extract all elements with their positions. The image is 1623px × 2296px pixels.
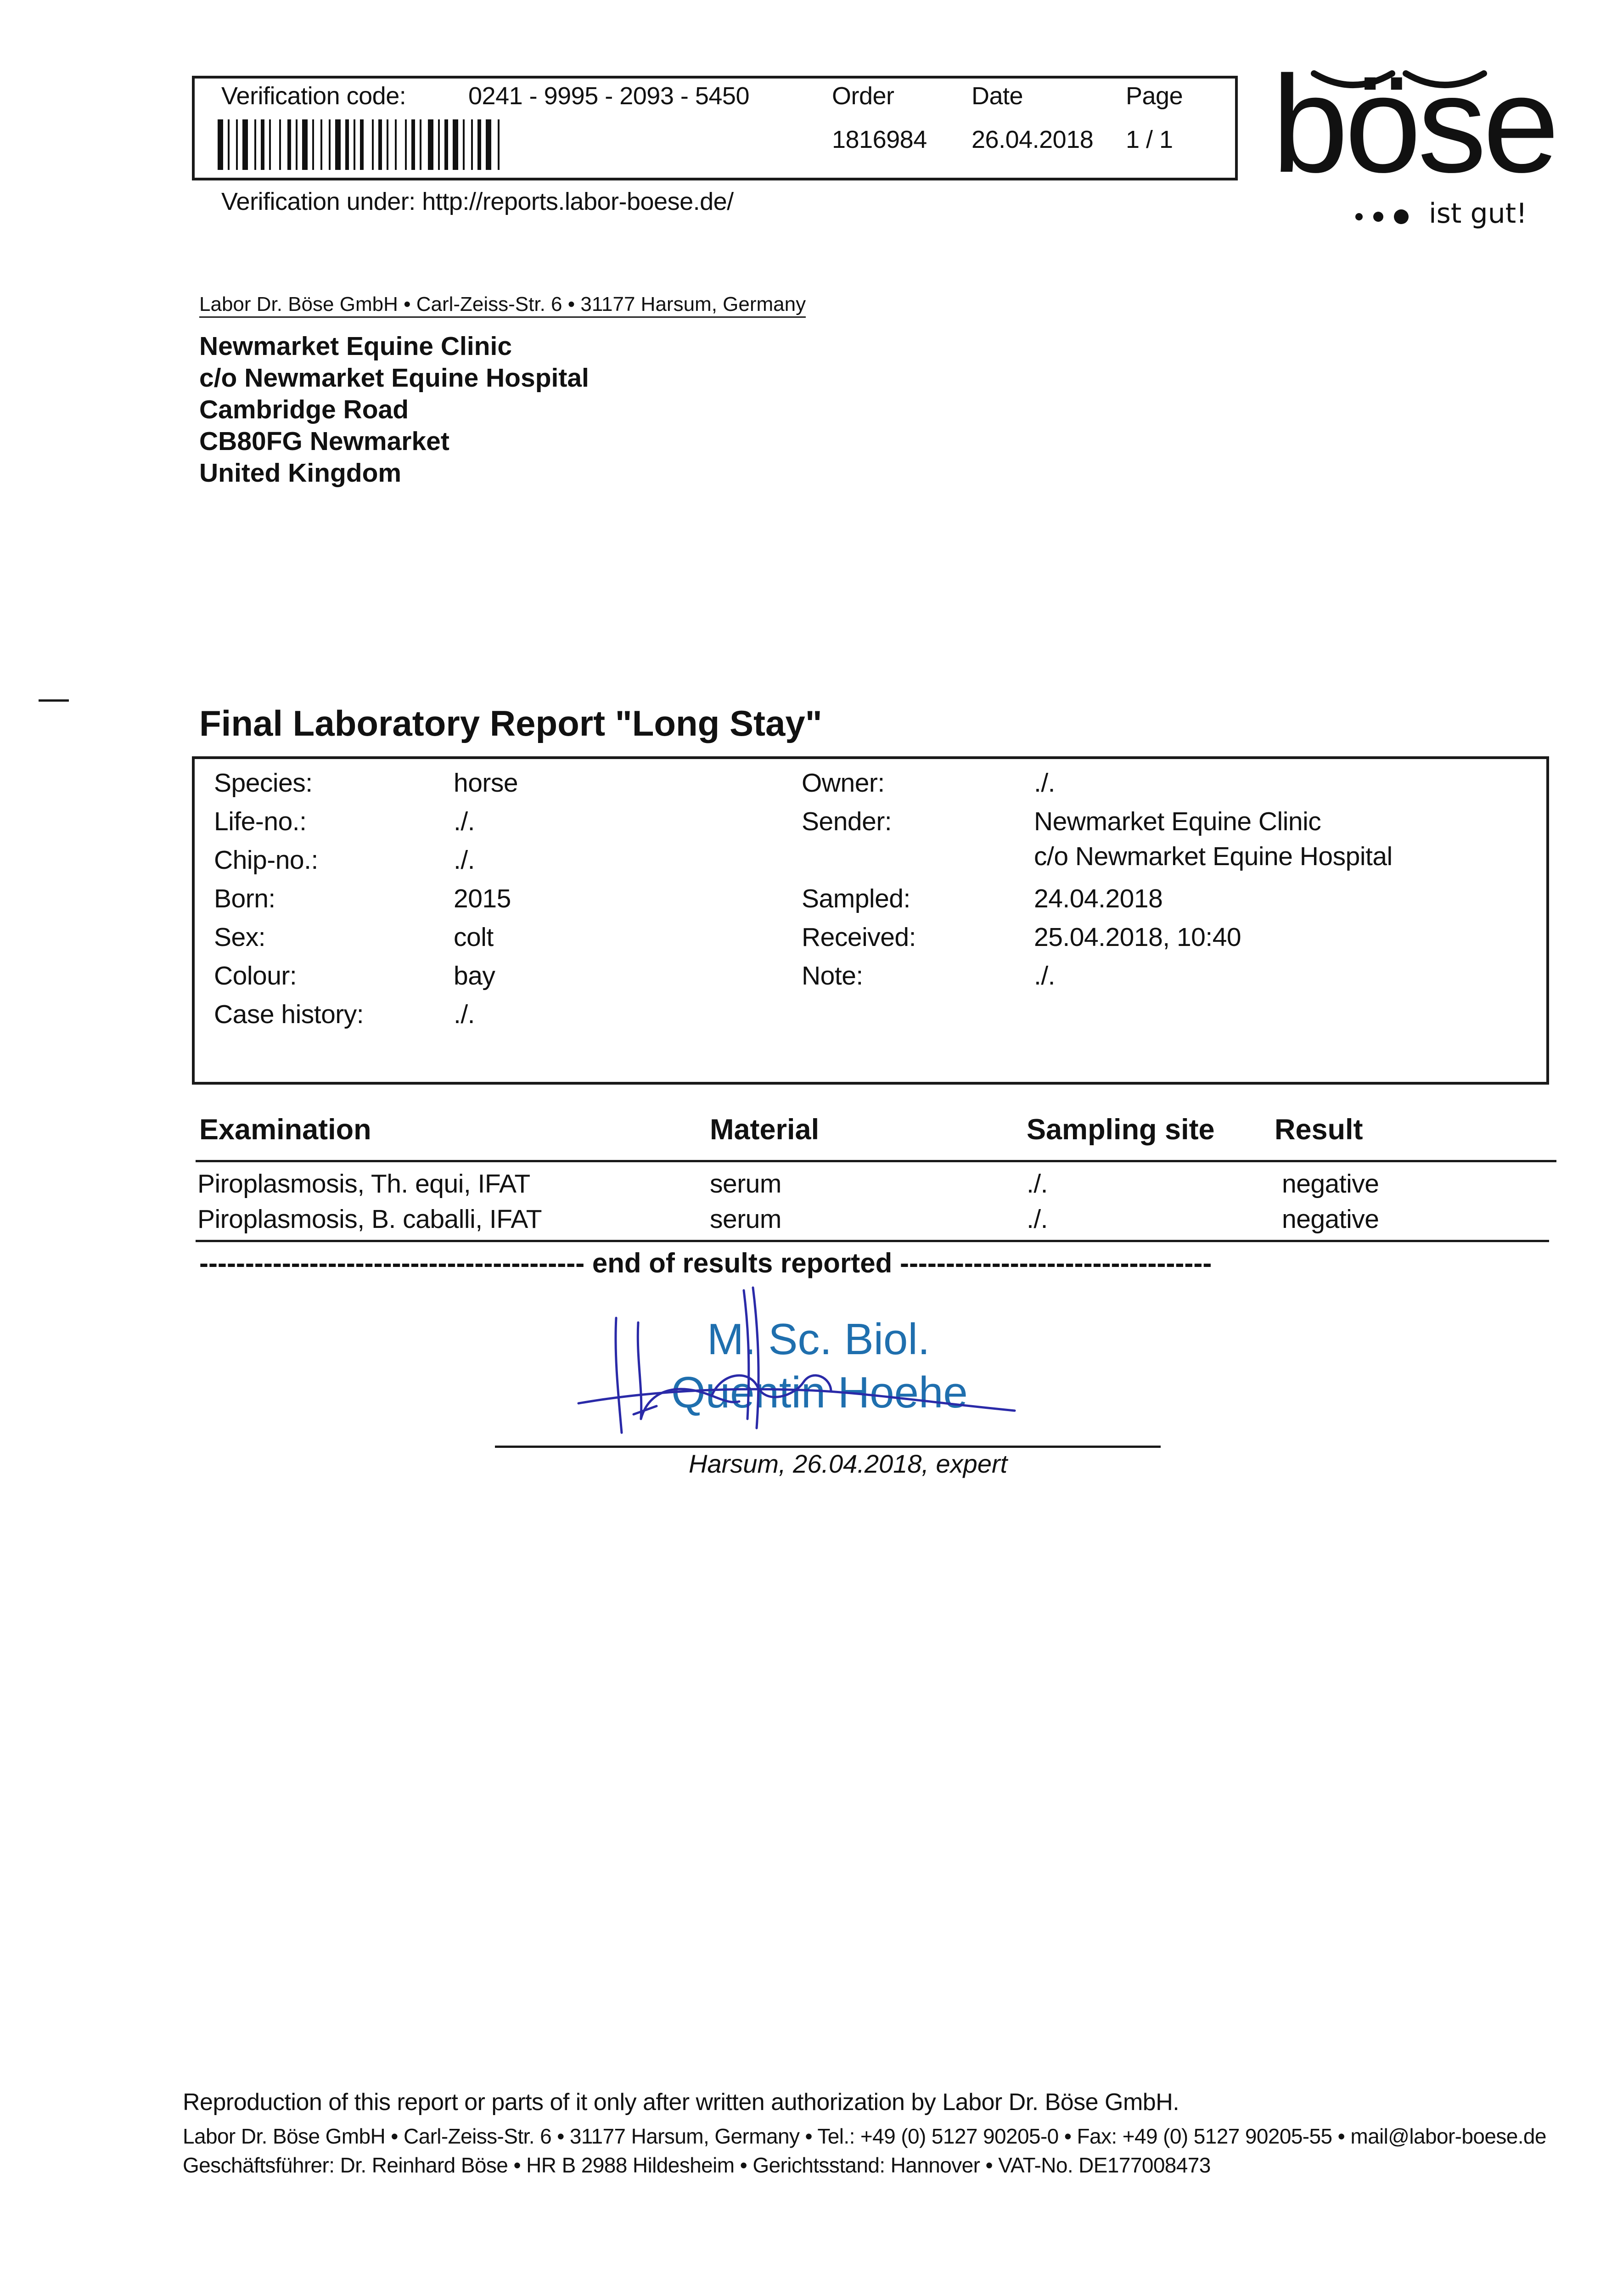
barcode-bar	[372, 119, 374, 170]
barcode-bar	[477, 119, 481, 170]
barcode-bar	[287, 119, 291, 170]
barcode-bar	[387, 119, 388, 170]
barcode-bar	[395, 119, 397, 170]
material-cell: serum	[710, 1169, 781, 1199]
barcode-bar	[486, 119, 491, 170]
case-history-label: Case history:	[214, 1000, 364, 1029]
chip-no-label: Chip-no.:	[214, 845, 318, 875]
column-header-sampling-site: Sampling site	[1027, 1114, 1215, 1146]
order-number: 1816984	[832, 126, 927, 153]
report-title: Final Laboratory Report "Long Stay"	[199, 703, 822, 743]
logo-wordmark: böse	[1272, 47, 1556, 201]
sampling-site-cell: ./.	[1027, 1169, 1048, 1199]
owner-value: ./.	[1034, 768, 1056, 798]
note-value: ./.	[1034, 961, 1056, 990]
date-label: Date	[972, 82, 1023, 110]
barcode-bar	[420, 119, 421, 170]
barcode-bar	[411, 119, 415, 170]
colour-label: Colour:	[214, 961, 297, 990]
reproduction-notice: Reproduction of this report or parts of it only after written authorization by Labor Dr. Böse GmbH.	[183, 2089, 1179, 2116]
recipient-line: Cambridge Road	[199, 395, 409, 424]
barcode-bar	[471, 119, 473, 170]
examination-cell: Piroplasmosis, Th. equi, IFAT	[197, 1169, 530, 1199]
barcode-bar	[378, 119, 382, 170]
chip-no-value: ./.	[454, 845, 475, 875]
barcode-bar	[329, 119, 331, 170]
barcode-bar	[218, 119, 223, 170]
barcode-bar	[279, 119, 281, 170]
sender-value-line2: c/o Newmarket Equine Hospital	[1034, 842, 1393, 871]
barcode-bar	[345, 119, 349, 170]
barcode-bar	[254, 119, 256, 170]
barcode-bar	[335, 119, 341, 170]
page-number: 1 / 1	[1126, 126, 1173, 153]
barcode-bar	[228, 119, 230, 170]
material-cell: serum	[710, 1204, 781, 1234]
verification-url: Verification under: http://reports.labor-boese.de/	[221, 188, 734, 215]
examination-cell: Piroplasmosis, B. caballi, IFAT	[197, 1204, 542, 1234]
recipient-line: CB80FG Newmarket	[199, 427, 449, 456]
life-no-value: ./.	[454, 807, 475, 836]
barcode-bar	[405, 119, 407, 170]
barcode-bar	[242, 119, 248, 170]
table-bottom-rule	[196, 1240, 1549, 1242]
sex-value: colt	[454, 923, 494, 952]
sender-value-line1: Newmarket Equine Clinic	[1034, 807, 1321, 836]
species-value: horse	[454, 768, 518, 798]
barcode-bar	[444, 119, 448, 170]
patient-info-box	[192, 756, 1549, 1085]
column-header-material: Material	[710, 1114, 820, 1146]
owner-label: Owner:	[802, 768, 885, 798]
barcode-bar	[463, 119, 465, 170]
barcode-bar	[438, 119, 440, 170]
company-legal: Geschäftsführer: Dr. Reinhard Böse • HR B 2988 Hildesheim • Gerichtsstand: Hannover • VAT-No. DE177008473	[183, 2153, 1211, 2177]
recipient-line: c/o Newmarket Equine Hospital	[199, 363, 589, 393]
born-value: 2015	[454, 884, 511, 913]
column-header-result: Result	[1275, 1114, 1363, 1146]
recipient-line: Newmarket Equine Clinic	[199, 332, 512, 361]
barcode-bar	[498, 119, 500, 170]
fold-mark	[39, 699, 69, 702]
logo-dots-icon	[1353, 208, 1418, 226]
barcode-bar	[269, 119, 271, 170]
result-cell: negative	[1282, 1169, 1379, 1199]
signature-stamp-title: M. Sc. Biol.	[707, 1315, 930, 1364]
barcode-bar	[236, 119, 238, 170]
handwritten-signature	[574, 1281, 1024, 1446]
life-no-label: Life-no.:	[214, 807, 307, 836]
note-label: Note:	[802, 961, 863, 990]
verification-code-label: Verification code:	[221, 82, 406, 110]
barcode-bar	[261, 119, 264, 170]
table-header-rule	[196, 1160, 1556, 1162]
recipient-line: United Kingdom	[199, 458, 402, 488]
order-label: Order	[832, 82, 894, 110]
barcode	[218, 119, 557, 170]
barcode-bar	[428, 119, 433, 170]
logo-smile-icon	[1309, 69, 1493, 96]
end-of-results-marker: ------------------------------------------ end of results reported ----------------------------------	[199, 1248, 1212, 1278]
barcode-bar	[360, 119, 364, 170]
page-label: Page	[1126, 82, 1183, 110]
sender-return-address: Labor Dr. Böse GmbH • Carl-Zeiss-Str. 6 • 31177 Harsum, Germany	[199, 293, 806, 318]
sender-label: Sender:	[802, 807, 892, 836]
barcode-bar	[320, 119, 322, 170]
result-cell: negative	[1282, 1204, 1379, 1234]
column-header-examination: Examination	[199, 1114, 371, 1146]
logo-tagline: ist gut!	[1429, 197, 1528, 230]
recipient-address	[199, 331, 589, 489]
barcode-bar	[312, 119, 314, 170]
barcode-bar	[354, 119, 355, 170]
sex-label: Sex:	[214, 923, 266, 952]
signature-line	[495, 1446, 1161, 1448]
born-label: Born:	[214, 884, 275, 913]
barcode-bar	[296, 119, 298, 170]
received-value: 25.04.2018, 10:40	[1034, 923, 1241, 952]
colour-value: bay	[454, 961, 495, 990]
verification-code-value: 0241 - 9995 - 2093 - 5450	[468, 82, 749, 110]
case-history-value: ./.	[454, 1000, 475, 1029]
sampling-site-cell: ./.	[1027, 1204, 1048, 1234]
report-date: 26.04.2018	[972, 126, 1094, 153]
signature-stamp-name: Quentin Hoehe	[671, 1368, 968, 1417]
received-label: Received:	[802, 923, 916, 952]
species-label: Species:	[214, 768, 313, 798]
sampled-value: 24.04.2018	[1034, 884, 1163, 913]
sampled-label: Sampled:	[802, 884, 910, 913]
barcode-bar	[453, 119, 458, 170]
signature-caption: Harsum, 26.04.2018, expert	[689, 1449, 1008, 1478]
barcode-bar	[302, 119, 308, 170]
company-contact: Labor Dr. Böse GmbH • Carl-Zeiss-Str. 6 • 31177 Harsum, Germany • Tel.: +49 (0) 5127 90205-0 • Fax: +49 (0) 5127 90205-55 • mail@labor-boese.de	[183, 2124, 1546, 2148]
